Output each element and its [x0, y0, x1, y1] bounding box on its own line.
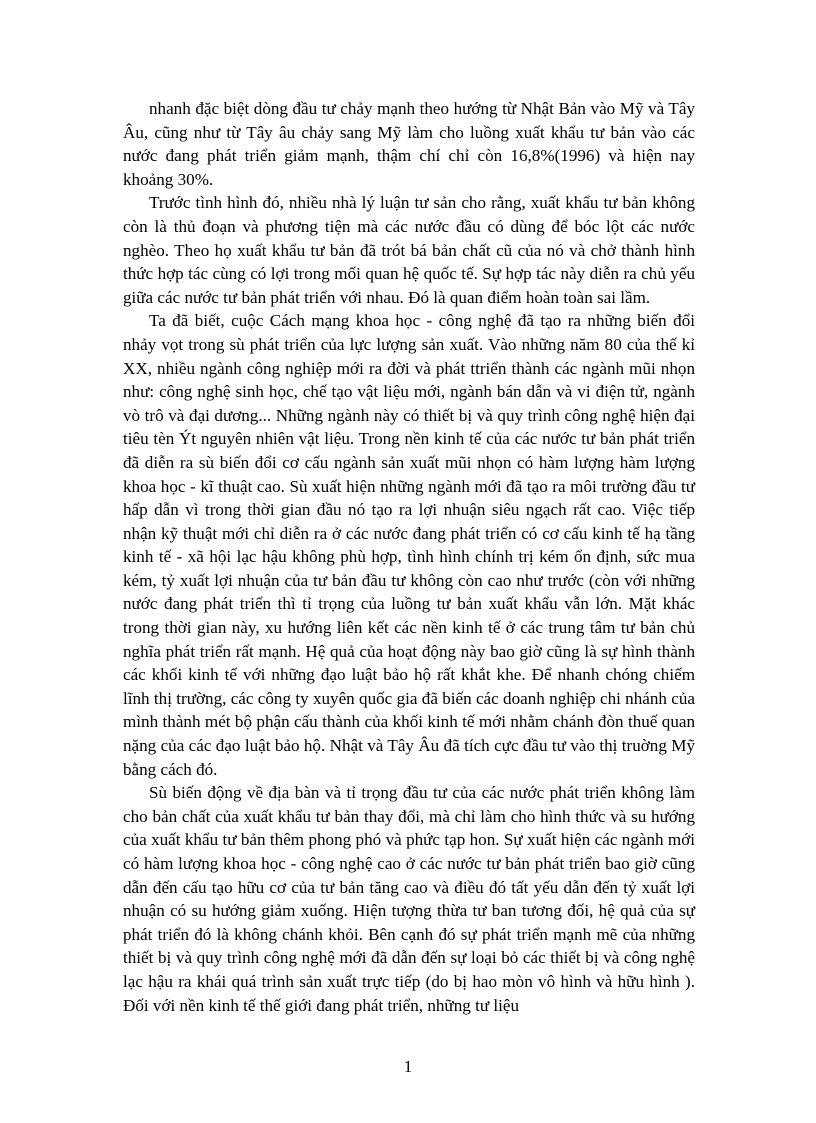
page-number: 1: [403, 1057, 413, 1076]
paragraph-4: Sù biến động về địa bàn và tỉ trọng đầu tư của các nước phát triển không làm cho bản chất của xuất khẩu tư bản thay đổi, mà chỉ làm cho hình thức và su hướng của xuất khẩu tư bản thêm phong phó và phức tạp hon. Sự xuất hiện các ngành mới có hàm lượng khoa học - công nghệ cao ở các nước tư bản phát triển bao giờ cũng dẫn đến cấu tạo hữu cơ của tư bản tăng cao và điều đó tất yếu dẫn đến tỷ xuất lợi nhuận có su hướng giảm xuống. Hiện tượng thừa tư ban tương đối, hệ quả của sự phát triển đó là không chánh khỏi. Bên cạnh đó sự phát triển mạnh mẽ của những thiết bị và quy trình công nghệ mới đã dẫn đến sự loại bỏ các thiết bị và công nghệ lạc hậu ra khái quá trình sản xuất trực tiếp (do bị hao mòn vô hình và hữu hình ). Đối với nền kinh tế thế giới đang phát triển, những tư liệu: [123, 783, 695, 1015]
paragraph-3: Ta đã biết, cuộc Cách mạng khoa học - công nghệ đã tạo ra những biến đổi nhảy vọt trong sù phát triển của lực lượng sản xuất. Vào những năm 80 của thế kỉ XX, nhiều ngành công nghiệp mới ra đời và phát ttriển thành các ngành mũi nhọn như: công nghệ sinh học, chế tạo vật liệu mới, ngành bán dẫn và vi điện tử, ngành vò trô và đại dương... Những ngành này có thiết bị và quy trình công nghệ hiện đại tiêu tèn Ýt nguyên nhiên vật liệu. Trong nền kinh tế của các nước tư bản phát triển đã diễn ra sù biến đổi cơ cấu ngành sản xuất mũi nhọn có hàm lượng hàm lượng khoa học - kĩ thuật cao. Sù xuất hiện những ngành mới đã tạo ra môi trường đầu tư hấp dẫn vì trong thời gian đầu nó tạo ra lợi nhuận siêu ngạch rất cao. Việc tiếp nhận kỹ thuật mới chỉ diễn ra ở các nước đang phát triển có cơ cấu kinh tế hạ tầng kinh tế - xã hội lạc hậu không phù hợp, tình hình chính trị kém ổn định, sức mua kém, tỷ xuất lợi nhuận của tư bản đầu tư không còn cao như trước (còn với những nước đang phát triển thì tỉ trọng của luồng tư bản xuất khẩu vẫn lớn. Mặt khác trong thời gian này, xu hướng liên kết các nền kinh tế ở các trung tâm tư bản chủ nghĩa phát triển rất mạnh. Hệ quả của hoạt động này bao giờ cũng là sự hình thành các khối kinh tế với những đạo luật bảo hộ rất khắt khe. Để nhanh chóng chiếm lĩnh thị trường, các công ty xuyên quốc gia đã biến các doanh nghiệp chi nhánh của mình thành mét bộ phận cấu thành của khối kinh tế mới nhằm chánh đòn thuế quan nặng của các đạo luật bảo hộ. Nhật và Tây Âu đã tích cực đầu tư vào thị truờng Mỹ bằng cách đó.: [123, 311, 695, 779]
paragraph-1: nhanh đặc biệt dòng đầu tư chảy mạnh theo hướng từ Nhật Bản vào Mỹ và Tây Âu, cũng như từ Tây âu chảy sang Mỹ làm cho luồng xuất khẩu tư bản vào các nước đang phát triển giảm mạnh, thậm chí chỉ còn 16,8%(1996) và hiện nay khoảng 30%.: [123, 99, 695, 189]
paragraph-2: Trước tình hình đó, nhiều nhà lý luận tư sản cho rằng, xuất khẩu tư bản không còn là thủ đoạn và phương tiện mà các nước đầu có dùng để bóc lột các nước nghèo. Theo họ xuất khẩu tư bản đã trót bá bản chất cũ của nó và chở thành hình thức hợp tác cùng có lợi trong mối quan hệ quốc tế. Sự hợp tác này diễn ra chủ yếu giữa các nước tư bản phát triển với nhau. Đó là quan điểm hoàn toàn sai lầm.: [123, 193, 695, 307]
body-text: [123, 97, 695, 1017]
